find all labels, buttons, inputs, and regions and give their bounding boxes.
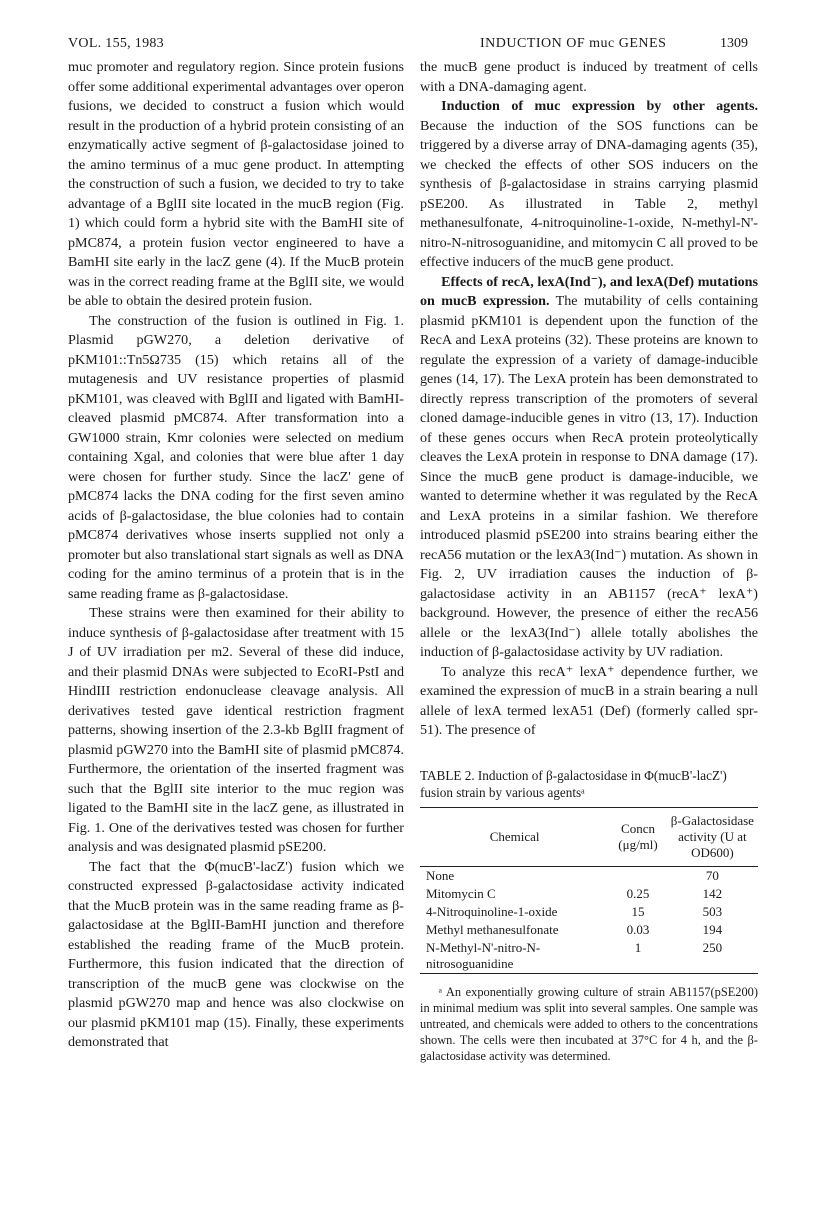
running-title: INDUCTION OF muc GENES bbox=[480, 36, 667, 51]
cell-concn bbox=[609, 866, 666, 885]
cell-activity: 70 bbox=[705, 867, 719, 883]
table-row bbox=[420, 885, 758, 903]
journal-volume-year: VOL. 155, 1983 bbox=[68, 36, 164, 51]
paragraph-left-2: The construction of the fusion is outlined in Fig. 1. Plasmid pGW270, a deletion derivative of pKM101::Tn5Ω735 (15) which retains all of the mutagenesis and UV resistance properties of plasmid pKM101, was cleaved with BglII and ligated with BamHI-cleaved plasmid pMC874. After transformation into a GW1000 strain, Kmr colonies were selected on medium containing Xgal, and colonies that were blue after 1 day were chosen for further study. Since the lacZ' gene of pMC874 lacks the DNA coding for the first seven amino acids of β-galactosidase, the blue colonies had to contain pMC874 derivatives whose inserts supplied not only a promoter but also translational start signals as well as DNA coding for the amino terminus of a protein that is in the same reading frame as β-galactosidase. bbox=[68, 312, 404, 602]
paragraph-right-2 bbox=[420, 97, 758, 273]
cell-chemical: Mitomycin C bbox=[426, 885, 496, 901]
section-heading-reca-lexa: Effects of recA, lexA(Ind⁻), and lexA(Def) mutations on mucB expression. bbox=[420, 273, 758, 309]
cell-activity: 194 bbox=[702, 921, 723, 937]
paragraph-right-3 bbox=[420, 273, 758, 663]
cell-chemical: 4-Nitroquinoline-1-oxide bbox=[426, 903, 558, 919]
cell-chemical: Methyl methanesulfonate bbox=[426, 921, 559, 937]
table-row bbox=[420, 939, 758, 974]
page-header bbox=[68, 36, 748, 58]
paragraph-right-2-body: Because the induction of the SOS functions can be triggered by a diverse array of DNA-damaging agents (35), we checked the effects of other SOS inducers on the synthesis of β-galactosidase in strains carrying plasmid pSE200. As illustrated in Table 2, methyl methanesulfonate, 4-nitroquinoline-1-oxide, N-methyl-N'-nitro-N-nitrosoguanidine, and mitomycin C all proved to be effective inducers of the mucB gene product. bbox=[420, 117, 758, 270]
cell-activity: 142 bbox=[702, 885, 723, 901]
paragraph-right-3-body: The mutability of cells containing plasmid pKM101 is dependent upon the function of the RecA and LexA proteins (32). These proteins are known to regulate the expression of a variety of damage-inducible genes (14, 17). The LexA protein has been demonstrated to directly repress transcription of the promoters of several cloned damage-inducible genes in vitro (13, 17). Induction of these genes occurs when RecA protein proteolytically cleaves the LexA protein in response to DNA damage (17). Since the mucB gene product is damage-inducible, we wanted to determine whether it was regulated by the RecA and LexA proteins in a similar fashion. We therefore introduced plasmid pSE200 into strains bearing either the recA56 mutation or the lexA3(Ind⁻) mutation. As shown in Fig. 2, UV irradiation causes the induction of β-galactosidase activity in an AB1157 (recA⁺ lexA⁺) background. However, the presence of either the recA56 allele or the lexA3(Ind⁻) allele totally abolishes the induction of β-galactosidase activity by UV radiation. bbox=[420, 293, 758, 660]
table-body bbox=[420, 866, 758, 973]
column-header-activity: β-Galactosidase activity (U at OD600) bbox=[670, 812, 754, 860]
page-number: 1309 bbox=[720, 36, 748, 51]
column-header-concn: Concn (μg/ml) bbox=[618, 820, 658, 852]
table-row bbox=[420, 921, 758, 939]
table-row bbox=[420, 866, 758, 885]
cell-concn: 15 bbox=[631, 903, 645, 919]
paragraph-left-3: These strains were then examined for their ability to induce synthesis of β-galactosidase after treatment with 15 J of UV irradiation per m2. Several of these did induce, and their plasmid DNAs were subjected to EcoRI-PstI and HindIII restriction endonuclease cleavage analysis. All derivatives tested gave identical restriction fragment patterns, showing insertion of the 2.3-kb BglII fragment of plasmid pGW270 into the BamHI site of plasmid pMC874. Furthermore, the orientation of the inserted fragment was such that the BglII site interior to the muc region was ligated to the BamHI site in the lacZ gene, as illustrated in Fig. 1. One of the derivatives tested was chosen for further analysis and was designated plasmid pSE200. bbox=[68, 605, 404, 855]
paragraph-right-1: the mucB gene product is induced by treatment of cells with a DNA-damaging agent. bbox=[420, 59, 758, 95]
column-header-chemical: Chemical bbox=[489, 828, 540, 844]
table-row bbox=[420, 903, 758, 921]
cell-concn: 0.25 bbox=[626, 885, 650, 901]
data-table bbox=[420, 807, 758, 974]
cell-concn: 1 bbox=[634, 939, 642, 955]
paragraph-left-4: The fact that the Φ(mucB'-lacZ') fusion which we constructed expressed β-galactosidase activity indicated that the MucB protein was in the same reading frame as β-galactosidase at the BglII-BamHI junction and therefore established the reading frame of the MucB protein. Furthermore, this fusion indicated that the direction of transcription of the mucB gene was clockwise on the plasmid pGW270 map and hence was also clockwise on our plasmid pKM101 map (15). Finally, these experiments demonstrated that bbox=[68, 858, 404, 1050]
right-column bbox=[420, 58, 758, 1064]
paragraph-left-1: muc promoter and regulatory region. Since protein fusions offer some additional experimental advantages over operon fusions, we decided to construct a fusion which would result in the production of a hybrid protein consisting of an enzymatically active segment of β-galactosidase joined to the amino terminus of a muc gene product. In attempting the construction of such a fusion, we decided to try to take advantage of a BglII site located in the mucB region (Fig. 1) which could form a hybrid site with the BamHI site of pMC874, a protein fusion vector engineered to have a BamHI site early in the lacZ gene (4). If the MucB protein was in the correct reading frame at the BglII site, we would be able to obtain the desired protein fusion. bbox=[68, 59, 404, 309]
cell-chemical: N-Methyl-N'-nitro-N-nitrosoguanidine bbox=[426, 939, 541, 971]
left-column bbox=[68, 58, 404, 1053]
table-footnote: ᵃ An exponentially growing culture of strain AB1157(pSE200) in minimal medium was split into several samples. One sample was untreated, and chemicals were added to others to the concentrations shown. The cells were then incubated at 37°C for 4 h, and the β-galactosidase activity was determined. bbox=[420, 984, 758, 1063]
cell-concn: 0.03 bbox=[626, 921, 650, 937]
cell-activity: 503 bbox=[702, 903, 723, 919]
cell-activity: 250 bbox=[702, 939, 723, 955]
section-heading-other-agents: Induction of muc expression by other agents. bbox=[441, 98, 758, 114]
paragraph-right-4: To analyze this recA⁺ lexA⁺ dependence further, we examined the expression of mucB in a strain bearing a null allele of lexA termed lexA51 (Def) (formerly called spr-51). The presence of bbox=[420, 663, 758, 738]
table-caption: TABLE 2. Induction of β-galactosidase in Φ(mucB'-lacZ') fusion strain by various agentsᵃ bbox=[420, 767, 727, 800]
table-2 bbox=[420, 767, 758, 1064]
cell-chemical: None bbox=[426, 867, 455, 883]
table-header-row bbox=[420, 807, 758, 866]
